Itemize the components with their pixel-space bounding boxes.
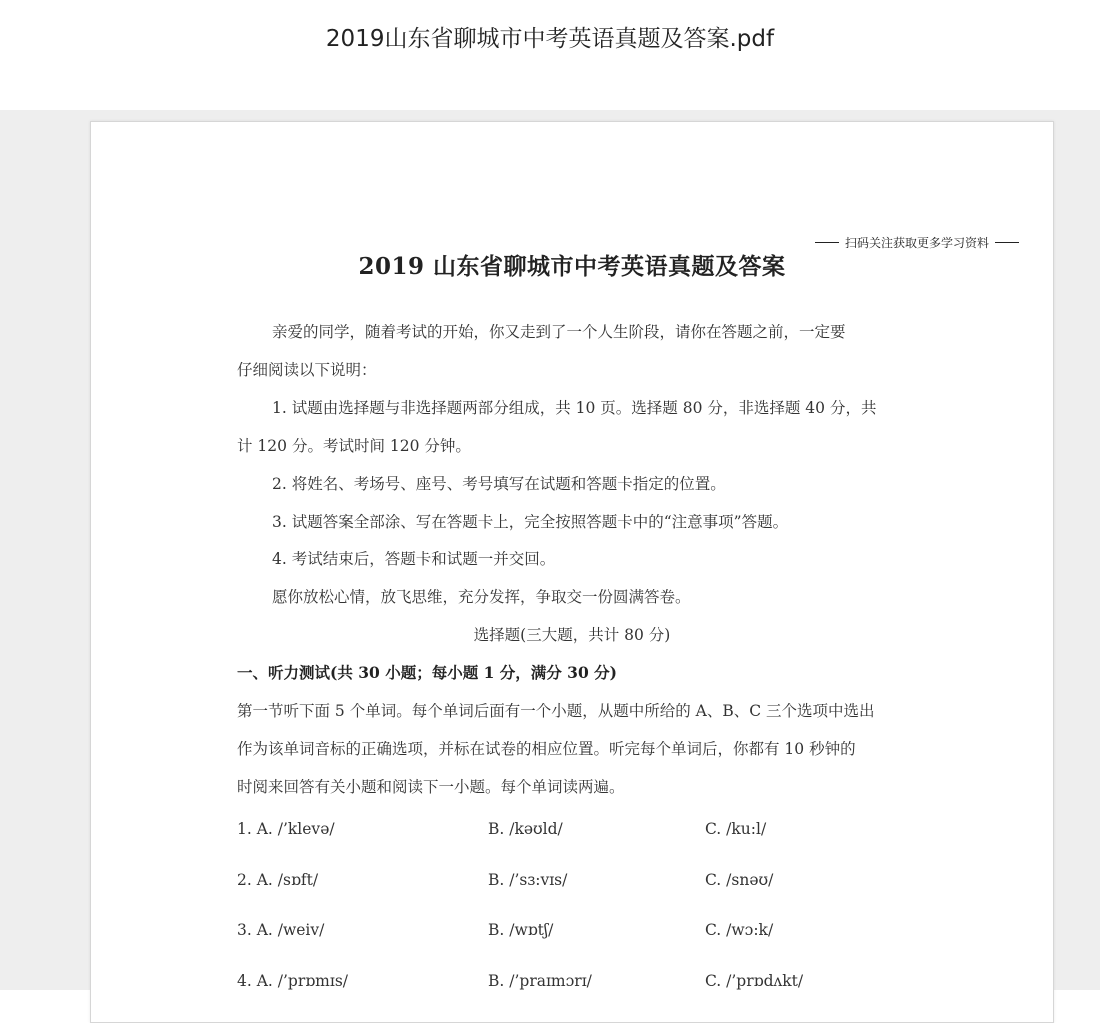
question-3-option-b: B. /wɒtʃ/ (488, 921, 554, 939)
question-2-option-a: 2. A. /sɒft/ (237, 871, 319, 889)
rule-4: 4. 考试结束后，答题卡和试题一并交回。 (272, 550, 556, 568)
question-2-option-c: C. /snəʊ/ (705, 871, 774, 889)
page-heading: 2019 山东省聊城市中考英语真题及答案 (358, 253, 786, 280)
rule-2: 2. 将姓名、考场号、座号、考号填写在试题和答题卡指定的位置。 (272, 475, 726, 493)
wish-line: 愿你放松心情，放飞思维，充分发挥，争取交一份圆满答卷。 (272, 588, 691, 606)
intro-line-1: 亲爱的同学，随着考试的开始，你又走到了一个人生阶段，请你在答题之前，一定要 (272, 323, 846, 341)
question-1-option-c: C. /ku:l/ (705, 820, 767, 838)
document-viewer[interactable] (0, 110, 1100, 990)
question-1-option-b: B. /kəʊld/ (488, 820, 563, 838)
question-4-option-b: B. /’praɪmɔrɪ/ (488, 972, 592, 990)
intro-line-2: 仔细阅读以下说明： (237, 361, 377, 379)
banner-right-rule (995, 242, 1019, 243)
pdf-page (90, 121, 1054, 1023)
part-1-desc-line-3: 时阅来回答有关小题和阅读下一小题。每个单词读两遍。 (237, 778, 625, 796)
banner-left-rule (815, 242, 839, 243)
question-4-option-c: C. /’prɒdʌkt/ (705, 972, 804, 990)
title-bar (0, 0, 1100, 110)
question-3-option-a: 3. A. /weiv/ (237, 921, 325, 939)
section-header: 选择题(三大题，共计 80 分) (473, 626, 671, 644)
rule-1-line-1: 1. 试题由选择题与非选择题两部分组成，共 10 页。选择题 80 分，非选择题 40 分，共 (272, 399, 877, 417)
part-1-desc-line-1: 第一节听下面 5 个单词。每个单词后面有一个小题，从题中所给的 A、B、C 三个选项中选出 (237, 702, 875, 720)
question-2-option-b: B. /’sɜ:vɪs/ (488, 871, 568, 889)
document-title: 2019山东省聊城市中考英语真题及答案.pdf (325, 26, 775, 52)
question-1-option-a: 1. A. /’klevə/ (237, 820, 335, 838)
question-3-option-c: C. /wɔ:k/ (705, 921, 774, 939)
rule-1-line-2: 计 120 分。考试时间 120 分钟。 (237, 437, 471, 455)
banner-text: 扫码关注获取更多学习资料 (845, 236, 990, 250)
question-4-option-a: 4. A. /’prɒmɪs/ (237, 972, 348, 990)
rule-3: 3. 试题答案全部涂、写在答题卡上，完全按照答题卡中的“注意事项”答题。 (272, 513, 789, 531)
part-1-desc-line-2: 作为该单词音标的正确选项，并标在试卷的相应位置。听完每个单词后，你都有 10 秒钟的 (237, 740, 856, 758)
part-1-title: 一、听力测试(共 30 小题；每小题 1 分，满分 30 分) (237, 663, 617, 682)
